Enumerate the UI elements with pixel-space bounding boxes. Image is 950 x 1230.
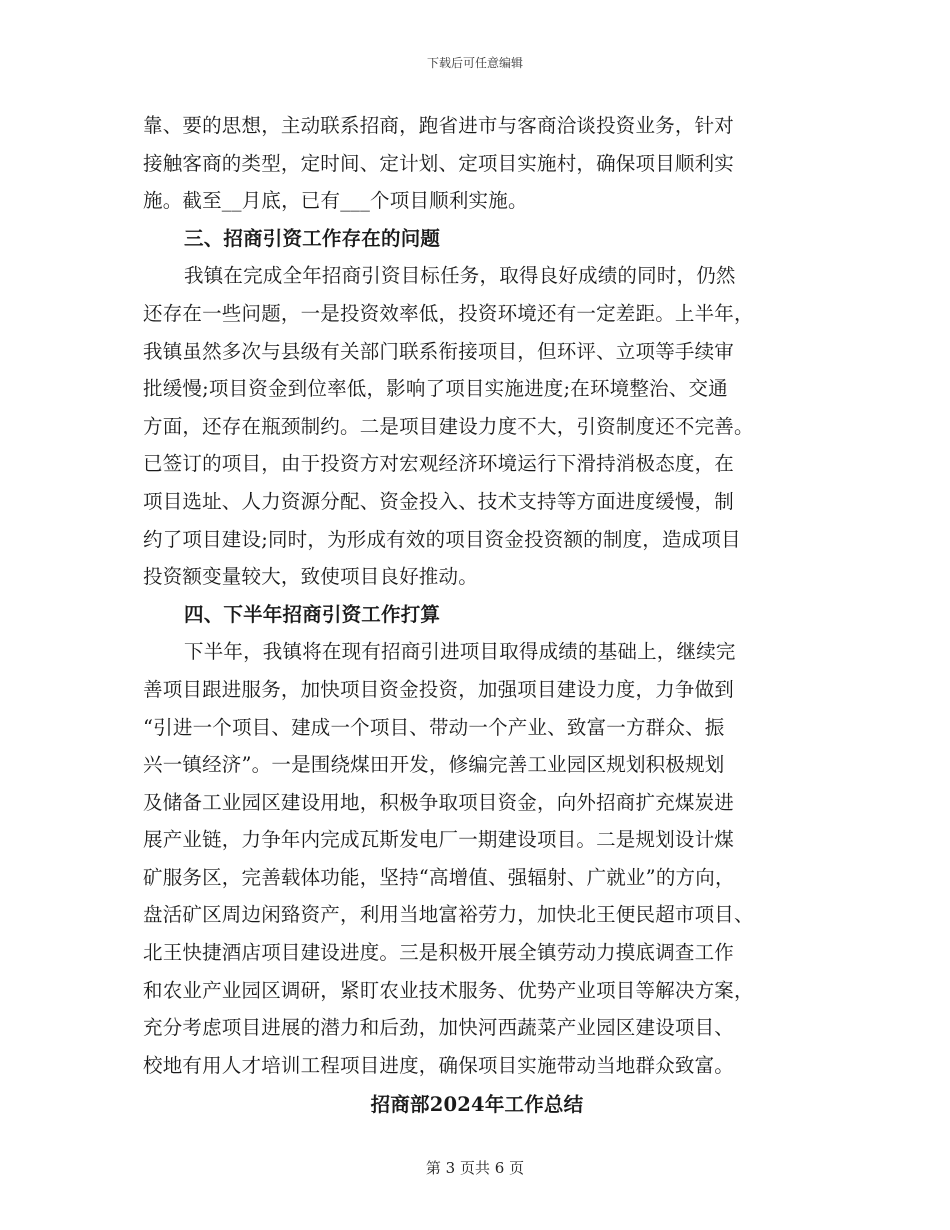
header-note: 下载后可任意编辑 xyxy=(426,56,523,70)
next-document-title: 招商部2024年工作总结 xyxy=(370,1093,584,1117)
paragraph-line: “引进一个项目、建成一个项目、带动一个产业、致富一方群众、振 xyxy=(143,715,725,739)
paragraph-line: 接触客商的类型，定时间、定计划、定项目实施村，确保项目顺利实 xyxy=(143,151,735,175)
paragraph-line: 矿服务区，完善载体功能，坚持“高增值、强辐射、广就业”的方向， xyxy=(143,865,735,889)
section-heading-3: 三、招商引资工作存在的问题 xyxy=(184,226,441,250)
continued-paragraph xyxy=(143,107,811,220)
paragraph-line: 投资额变量较大，致使项目良好推动。 xyxy=(143,565,478,589)
page-number-footer: 第 3 页共 6 页 xyxy=(425,1159,525,1177)
paragraph-line: 项目选址、人力资源分配、资金投入、技术支持等方面进度缓慢，制 xyxy=(143,489,735,513)
paragraph-line: 我镇在完成全年招商引资目标任务，取得良好成绩的同时，仍然 xyxy=(184,264,736,288)
paragraph-line: 靠、要的思想，主动联系招商，跑省进市与客商洽谈投资业务，针对 xyxy=(143,114,735,137)
paragraph-line: 北王快捷酒店项目建设进度。三是积极开展全镇劳动力摸底调查工作 xyxy=(143,941,735,965)
paragraph-line: 我镇虽然多次与县级有关部门联系衔接项目，但环评、立项等手续审 xyxy=(143,339,735,363)
paragraph-line: 下半年，我镇将在现有招商引进项目取得成绩的基础上，继续完 xyxy=(184,640,736,664)
paragraph-line: 展产业链，力争年内完成瓦斯发电厂一期建设项目。二是规划设计煤 xyxy=(143,828,735,852)
paragraph-line: 和农业产业园区调研，紧盯农业技术服务、优势产业项目等解决方案， xyxy=(143,978,754,1002)
paragraph-line: 校地有用人才培训工程项目进度，确保项目实施带动当地群众致富。 xyxy=(143,1053,735,1077)
section-3-paragraph xyxy=(143,257,811,595)
document-body xyxy=(143,107,811,1124)
section-4-paragraph xyxy=(143,633,811,1084)
paragraph-line: 已签订的项目，由于投资方对宏观经济环境运行下滑持消极态度，在 xyxy=(143,452,735,476)
section-heading-4: 四、下半年招商引资工作打算 xyxy=(184,602,441,626)
paragraph-line: 及储备工业园区建设用地，积极争取项目资金，向外招商扩充煤炭进 xyxy=(143,790,735,814)
paragraph-line: 批缓慢;项目资金到位率低，影响了项目实施进度;在环境整治、交通 xyxy=(143,377,728,401)
paragraph-line: 盘活矿区周边闲臵资产，利用当地富裕劳力，加快北王便民超市项目、 xyxy=(143,903,754,927)
paragraph-line: 还存在一些问题，一是投资效率低，投资环境还有一定差距。上半年， xyxy=(143,301,754,325)
paragraph-line: 方面，还存在瓶颈制约。二是项目建设力度不大，引资制度还不完善。 xyxy=(143,414,754,438)
paragraph-line: 充分考虑项目进展的潜力和后劲，加快河西蔬菜产业园区建设项目、 xyxy=(143,1016,735,1040)
paragraph-line: 善项目跟进服务，加快项目资金投资，加强项目建设力度，力争做到 xyxy=(143,677,735,701)
paragraph-line: 施。截至__月底，已有___个项目顺利实施。 xyxy=(143,189,528,213)
paragraph-line: 约了项目建设;同时，为形成有效的项目资金投资额的制度，造成项目 xyxy=(143,527,741,551)
paragraph-line: 兴一镇经济”。一是围绕煤田开发，修编完善工业园区规划积极规划 xyxy=(143,753,725,777)
